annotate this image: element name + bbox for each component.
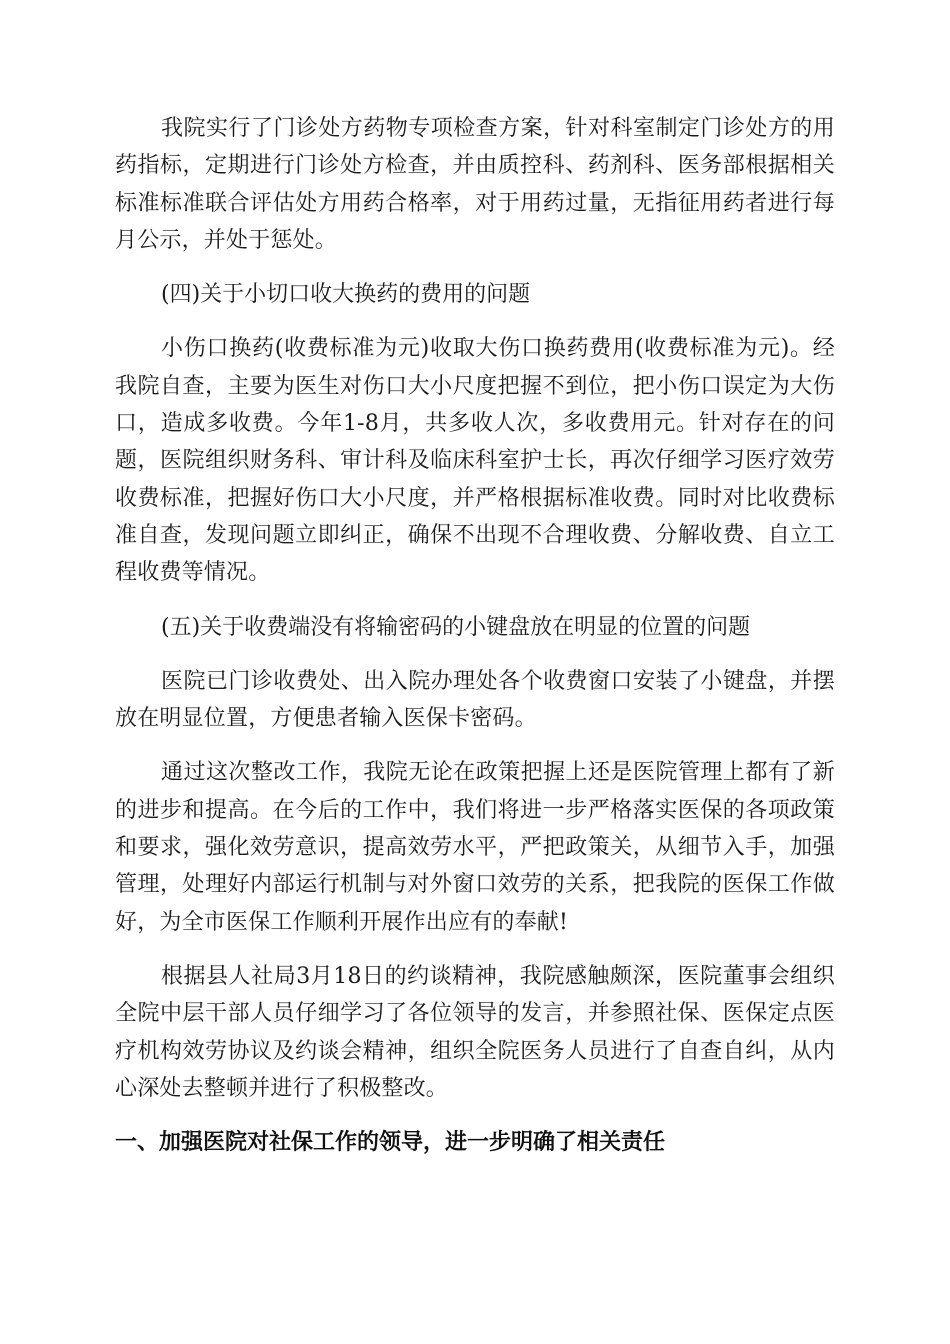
paragraph-pin-keypad: 医院已门诊收费处、出入院办理处各个收费窗口安装了小键盘，并摆放在明显位置，方便患者输入医保卡密码。 [115, 668, 835, 732]
subheading-wound-dressing-fees: (四)关于小切口收大换药的费用的问题 [161, 282, 531, 308]
paragraph-interview-spirit: 根据县人社局3月18日的约谈精神，我院感触颇深，医院董事会组织全院中层干部人员仔细学习了各位领导的发言，并参照社保、医保定点医疗机构效劳协议及约谈会精神，组织全院医务人员进行了自查自纠，从内心深处去整顿并进行了积极整改。 [115, 963, 835, 1101]
subheading-pin-keypad: (五)关于收费端没有将输密码的小键盘放在明显的位置的问题 [161, 614, 751, 640]
section-title: 一、加强医院对社保工作的领导，进一步明确了相关责任 [115, 1130, 666, 1156]
paragraph-prescription-inspection: 我院实行了门诊处方药物专项检查方案，针对科室制定门诊处方的用药指标，定期进行门诊处方检查，并由质控科、药剂科、医务部根据相关标准标准联合评估处方用药合格率，对于用药过量，无指征用药者进行每月公示，并处于惩处。 [115, 116, 835, 253]
document-body [115, 110, 835, 1161]
paragraph-wound-dressing-fees: 小伤口换药(收费标准为元)收取大伤口换药费用(收费标准为元)。经我院自查，主要为医生对伤口大小尺度把握不到位，把小伤口误定为大伤口，造成多收费。今年1-8月，共多收人次，多收费用元。针对存在的问题，医院组织财务科、审计科及临床科室护士长，再次仔细学习医疗效劳收费标准，把握好伤口大小尺度，并严格根据标准收费。同时对比收费标准自查，发现问题立即纠正，确保不出现不合理收费、分解收费、自立工程收费等情况。 [115, 336, 835, 586]
paragraph-rectification-summary: 通过这次整改工作，我院无论在政策把握上还是医院管理上都有了新的进步和提高。在今后的工作中，我们将进一步严格落实医保的各项政策和要求，强化效劳意识，提高效劳水平，严把政策关，从细节入手，加强管理，处理好内部运行机制与对外窗口效劳的关系，把我院的医保工作做好，为全市医保工作顺利开展作出应有的奉献! [115, 760, 835, 935]
